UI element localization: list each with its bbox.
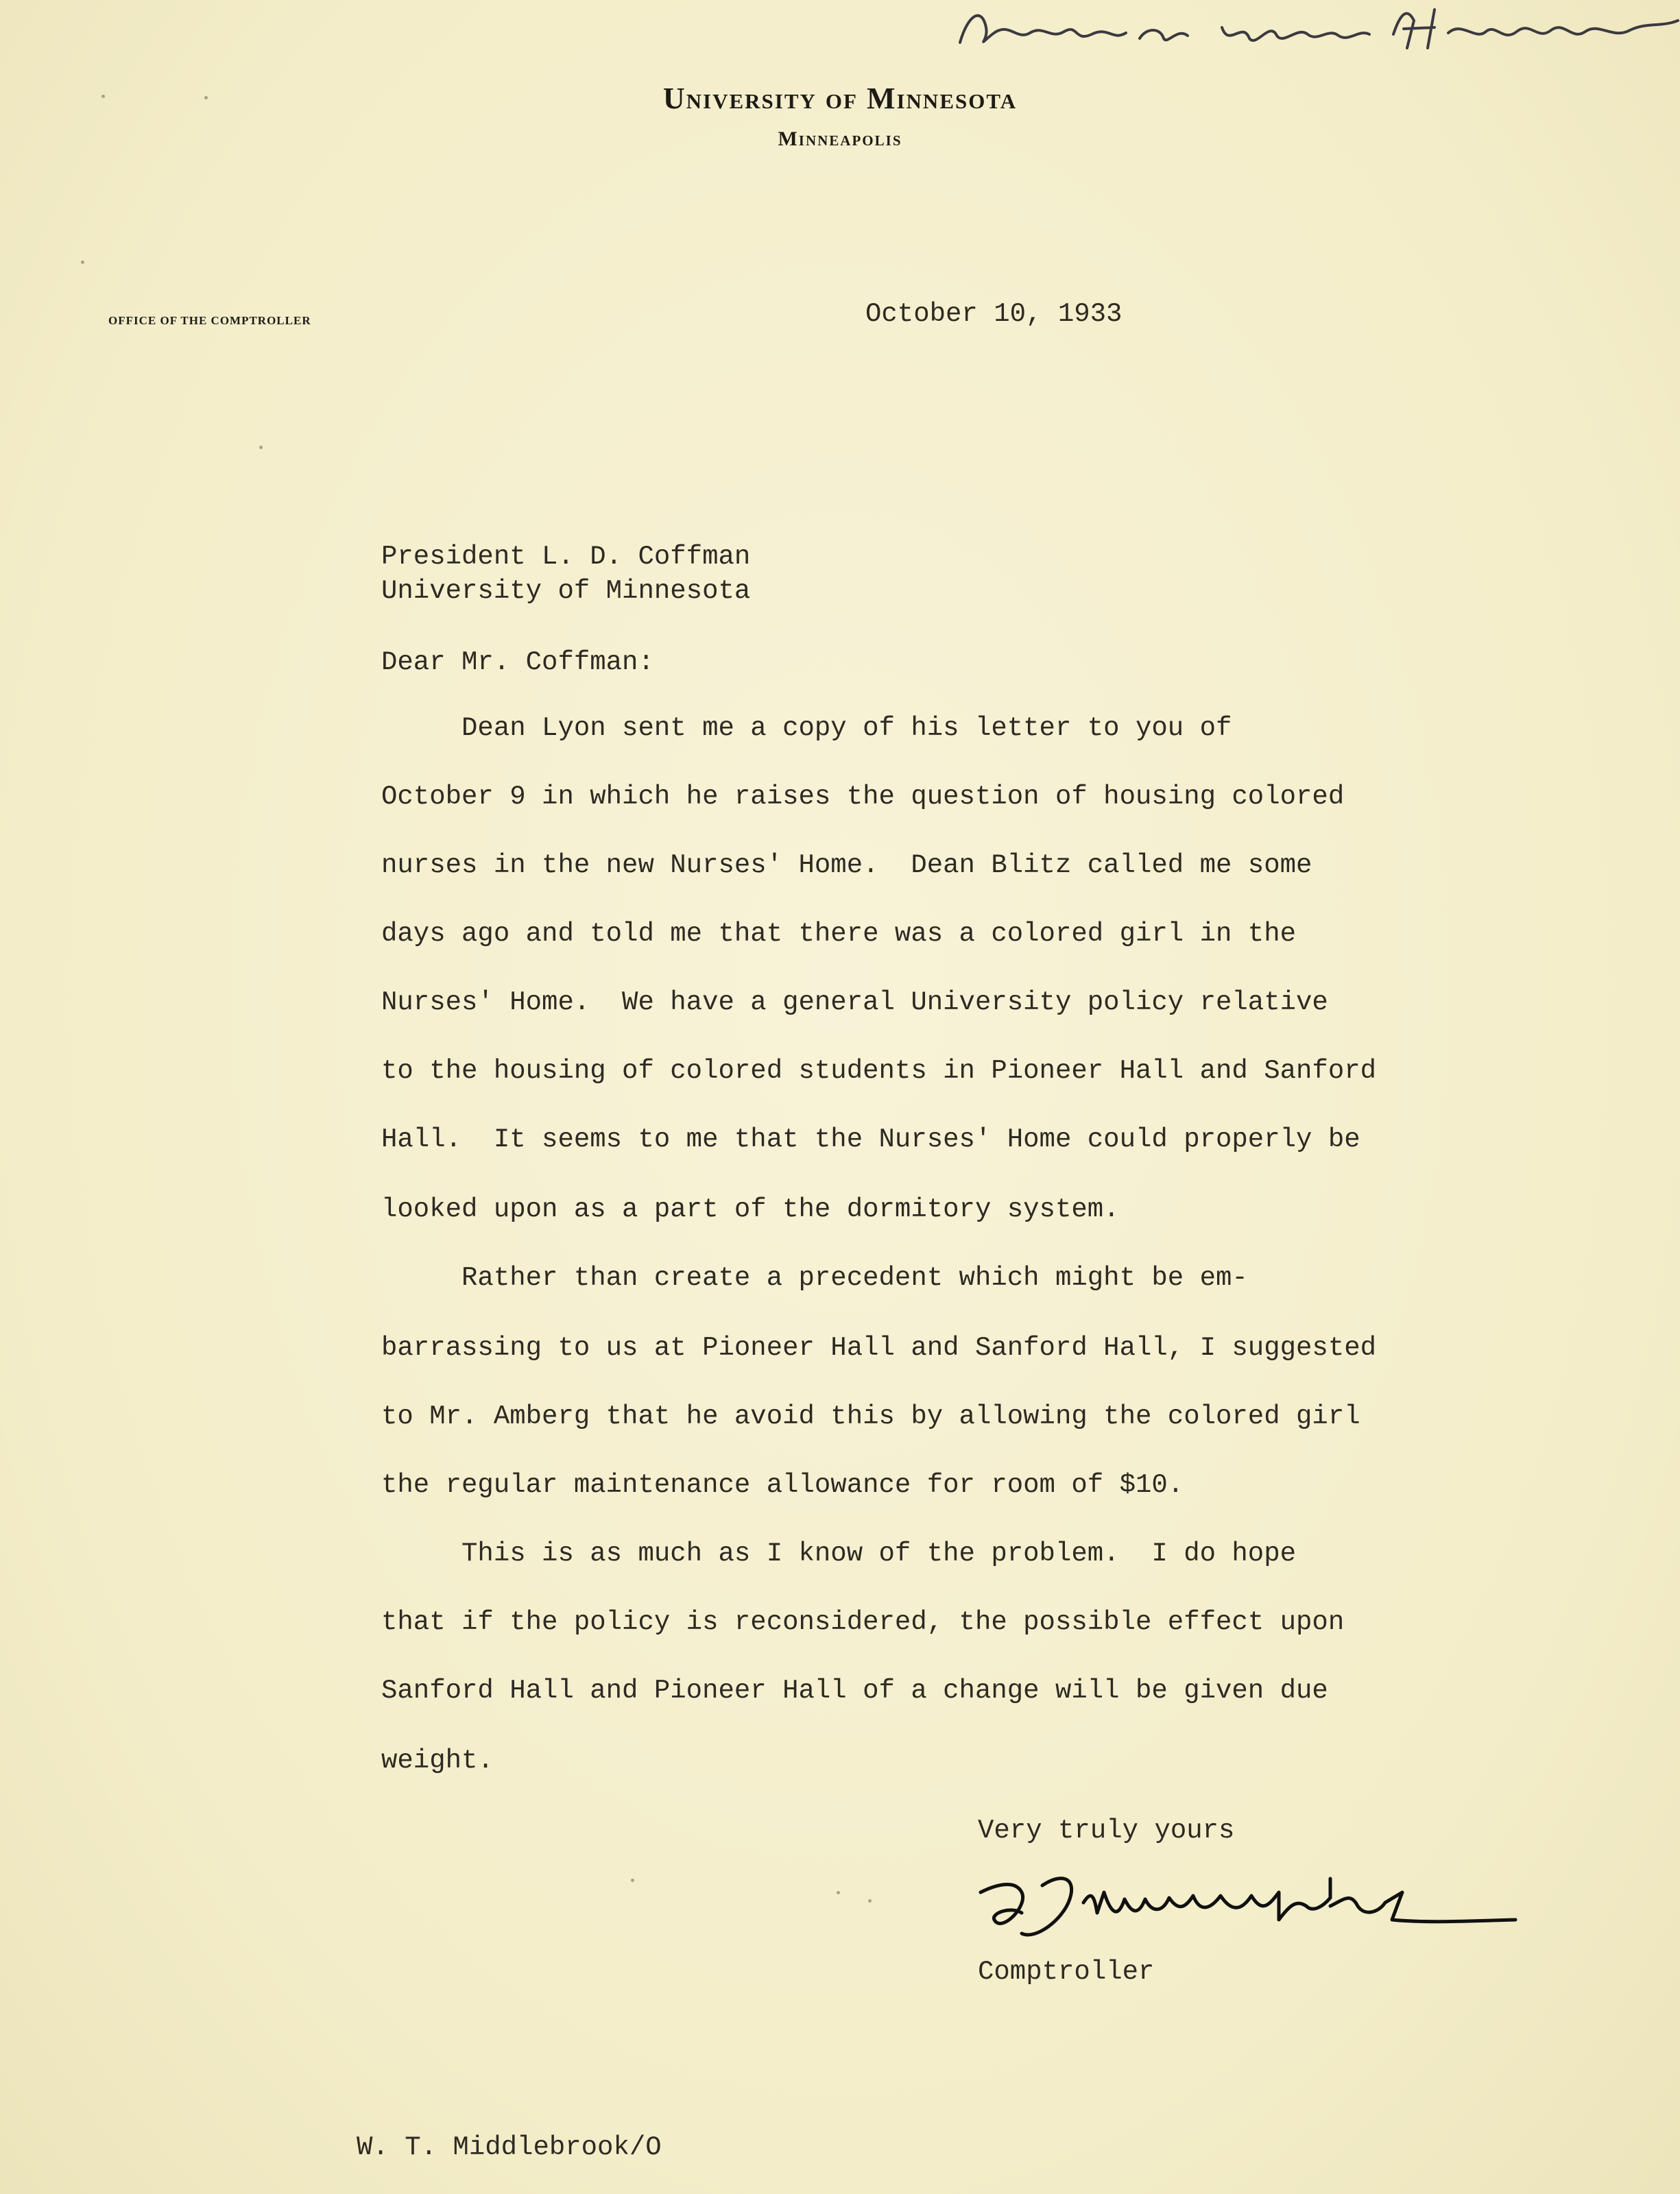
body-line: to Mr. Amberg that he avoid this by allowing the colored girl (381, 1401, 1360, 1432)
body-line: looked upon as a part of the dormitory system. (381, 1194, 1120, 1225)
letterhead-institution: University of Minnesota (662, 82, 1018, 115)
paper-speck (837, 1891, 840, 1894)
body-line: days ago and told me that there was a colored girl in the (381, 919, 1297, 949)
body-line: Rather than create a precedent which might be em- (381, 1263, 1248, 1293)
paper-speck (81, 261, 84, 264)
body-line: Nurses' Home. We have a general University policy relative (381, 987, 1328, 1017)
body-line: barrassing to us at Pioneer Hall and Sanford Hall, I suggested (381, 1333, 1377, 1363)
body-line: Hall. It seems to me that the Nurses' Home could properly be (381, 1124, 1360, 1155)
reference-initials: W. T. Middlebrook/O (357, 2132, 662, 2162)
signer-title: Comptroller (978, 1957, 1155, 1987)
body-line: This is as much as I know of the problem. I do hope (381, 1539, 1297, 1569)
body-line: Sanford Hall and Pioneer Hall of a change will be given due (381, 1676, 1328, 1706)
paper-speck (204, 96, 208, 99)
letterhead-city: Minneapolis (778, 128, 902, 150)
recipient-line-1: President L. D. Coffman (381, 542, 751, 572)
closing: Very truly yours (978, 1816, 1235, 1846)
body-line: Dean Lyon sent me a copy of his letter to you of (381, 713, 1232, 743)
recipient-line-2: University of Minnesota (381, 576, 751, 606)
paper-speck (101, 95, 105, 98)
office-label: OFFICE OF THE COMPTROLLER (108, 314, 311, 327)
body-line: the regular maintenance allowance for room of $10. (381, 1470, 1184, 1500)
paper-speck (259, 446, 263, 449)
body-line: that if the policy is reconsidered, the possible effect upon (381, 1607, 1345, 1637)
body-line: to the housing of colored students in Pioneer Hall and Sanford (381, 1056, 1377, 1086)
salutation: Dear Mr. Coffman: (381, 647, 654, 677)
paper-speck (868, 1899, 872, 1903)
body-line: nurses in the new Nurses' Home. Dean Blitz called me some (381, 850, 1312, 880)
paper-speck (631, 1879, 634, 1882)
letter-date: October 10, 1933 (865, 299, 1123, 329)
body-line: October 9 in which he raises the question of housing colored (381, 782, 1345, 812)
handwritten-annotation (955, 0, 1680, 62)
signature-image (974, 1865, 1522, 1954)
body-line: weight. (381, 1746, 494, 1776)
